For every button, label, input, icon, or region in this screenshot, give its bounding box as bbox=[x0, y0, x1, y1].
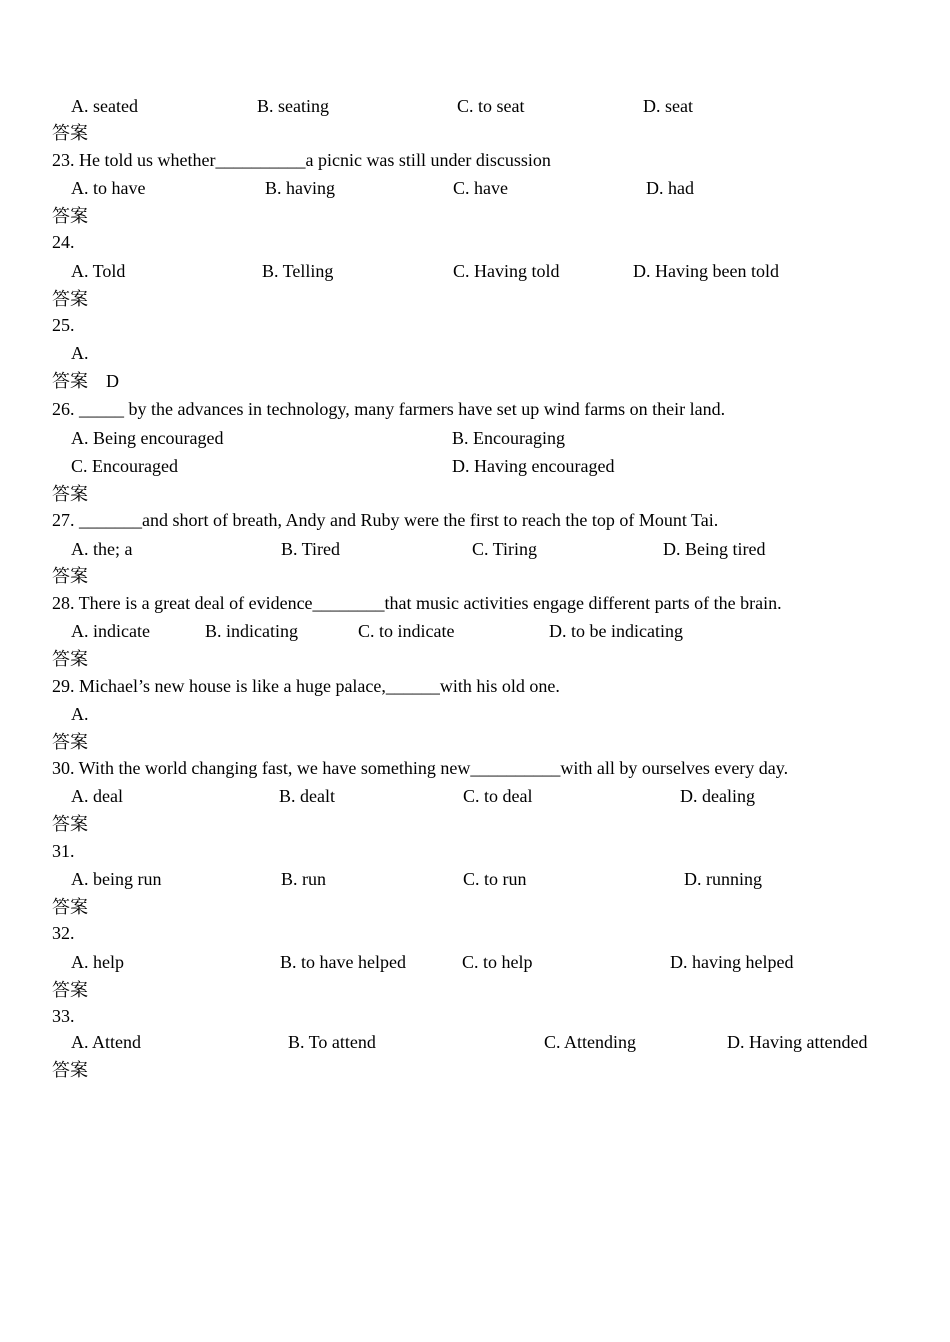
answer-option: A. seated bbox=[71, 96, 138, 116]
answer-label: 答案 bbox=[52, 484, 88, 504]
answer-option: A. being run bbox=[71, 869, 162, 889]
answer-option: A. Told bbox=[71, 261, 126, 281]
answer-option: B. Telling bbox=[262, 261, 334, 281]
answer-option: A. bbox=[71, 704, 89, 724]
answer-option: B. run bbox=[281, 869, 326, 889]
answer-option: D. Having encouraged bbox=[452, 456, 615, 476]
answer-line bbox=[52, 563, 88, 589]
answer-option: D. seat bbox=[643, 96, 693, 116]
answer-option: B. Tired bbox=[281, 539, 341, 559]
answer-label: 答案 bbox=[52, 814, 88, 834]
answer-option: C. Tiring bbox=[472, 539, 538, 559]
answer-option: D. dealing bbox=[680, 786, 755, 806]
question-text: 24. bbox=[52, 232, 75, 252]
answer-line bbox=[52, 203, 88, 229]
answer-option: B. to have helped bbox=[280, 952, 406, 972]
answer-option: C. Having told bbox=[453, 261, 560, 281]
answer-line bbox=[52, 894, 88, 920]
answer-line bbox=[52, 286, 88, 312]
answer-label: 答案 bbox=[52, 980, 88, 1000]
answer-label: 答案 bbox=[52, 371, 88, 391]
answer-option: D. Being tired bbox=[663, 539, 766, 559]
question-text: 28. There is a great deal of evidence________that music activities engage different parts of the brain. bbox=[52, 593, 782, 613]
answer-option: A. Attend bbox=[71, 1032, 141, 1052]
answer-label: 答案 bbox=[52, 649, 88, 669]
answer-option: A. indicate bbox=[71, 621, 150, 641]
answer-line bbox=[52, 1057, 88, 1083]
answer-option: C. to indicate bbox=[358, 621, 455, 641]
question-text: 23. He told us whether__________a picnic was still under discussion bbox=[52, 150, 551, 170]
question-text: 32. bbox=[52, 923, 75, 943]
answer-value: D bbox=[106, 371, 119, 391]
answer-option: A. bbox=[71, 343, 89, 363]
answer-option: A. help bbox=[71, 952, 124, 972]
question-text: 33. bbox=[52, 1006, 75, 1026]
answer-label: 答案 bbox=[52, 732, 88, 752]
answer-option: B. having bbox=[265, 178, 335, 198]
options-row bbox=[0, 701, 950, 727]
answer-option: A. deal bbox=[71, 786, 123, 806]
options-row bbox=[0, 618, 950, 644]
answer-label: 答案 bbox=[52, 123, 88, 143]
answer-option: B. To attend bbox=[288, 1032, 376, 1052]
question-text: 30. With the world changing fast, we have something new__________with all by ourselves every day. bbox=[52, 758, 789, 778]
answer-label: 答案 bbox=[52, 897, 88, 917]
answer-line bbox=[52, 120, 88, 146]
answer-option: C. Encouraged bbox=[71, 456, 178, 476]
answer-option: D. running bbox=[684, 869, 762, 889]
answer-option: D. Having attended bbox=[727, 1032, 868, 1052]
answer-option: C. to run bbox=[463, 869, 527, 889]
options-row bbox=[0, 783, 950, 809]
answer-option: B. Encouraging bbox=[452, 428, 565, 448]
answer-option: D. having helped bbox=[670, 952, 794, 972]
question-text: 25. bbox=[52, 315, 75, 335]
answer-option: C. have bbox=[453, 178, 508, 198]
answer-label: 答案 bbox=[52, 566, 88, 586]
options-row bbox=[0, 1029, 950, 1055]
options-row bbox=[0, 536, 950, 562]
answer-label: 答案 bbox=[52, 206, 88, 226]
answer-line bbox=[52, 977, 88, 1003]
answer-option: A. Being encouraged bbox=[71, 428, 224, 448]
question-text: 26. _____ by the advances in technology, many farmers have set up wind farms on their land. bbox=[52, 399, 726, 419]
answer-option: C. Attending bbox=[544, 1032, 637, 1052]
answer-line bbox=[52, 481, 88, 507]
answer-option: D. had bbox=[646, 178, 694, 198]
answer-option: B. seating bbox=[257, 96, 329, 116]
options-row bbox=[0, 425, 950, 451]
options-row bbox=[0, 258, 950, 284]
answer-line bbox=[52, 729, 88, 755]
answer-label: 答案 bbox=[52, 1060, 88, 1080]
answer-line bbox=[52, 811, 88, 837]
answer-option: D. Having been told bbox=[633, 261, 779, 281]
options-row bbox=[0, 93, 950, 119]
question-text: 31. bbox=[52, 841, 75, 861]
answer-option: B. indicating bbox=[205, 621, 298, 641]
answer-option: C. to seat bbox=[457, 96, 525, 116]
answer-line bbox=[52, 646, 88, 672]
options-row bbox=[0, 453, 950, 479]
answer-line bbox=[52, 368, 119, 394]
answer-label: 答案 bbox=[52, 289, 88, 309]
answer-option: C. to deal bbox=[463, 786, 533, 806]
options-row bbox=[0, 340, 950, 366]
answer-option: A. the; a bbox=[71, 539, 133, 559]
options-row bbox=[0, 866, 950, 892]
options-row bbox=[0, 949, 950, 975]
answer-option: C. to help bbox=[462, 952, 533, 972]
answer-option: D. to be indicating bbox=[549, 621, 683, 641]
question-text: 29. Michael’s new house is like a huge palace,______with his old one. bbox=[52, 676, 560, 696]
question-text: 27. _______and short of breath, Andy and Ruby were the first to reach the top of Mount Tai. bbox=[52, 510, 719, 530]
options-row bbox=[0, 175, 950, 201]
answer-option: A. to have bbox=[71, 178, 146, 198]
answer-option: B. dealt bbox=[279, 786, 335, 806]
